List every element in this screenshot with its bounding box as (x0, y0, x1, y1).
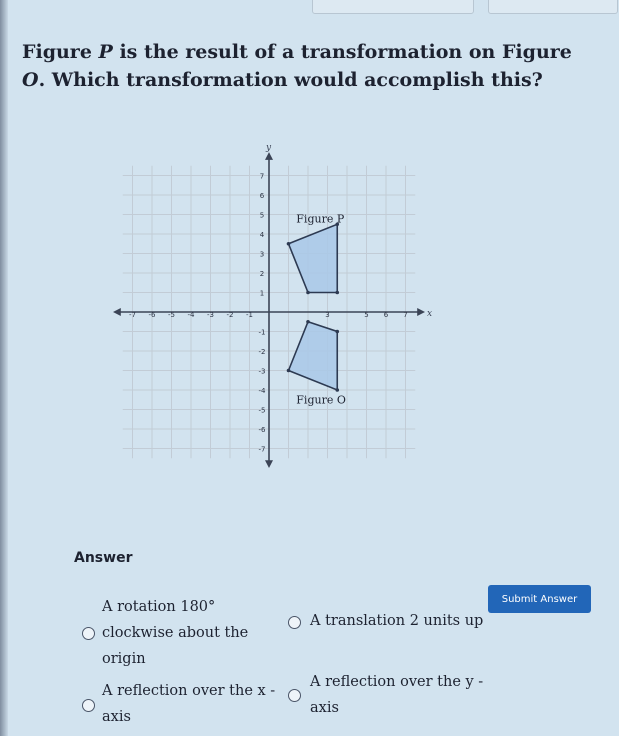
submit-answer-button[interactable]: Submit Answer (488, 585, 591, 613)
y-axis-arrow (265, 152, 273, 160)
x-tick-label: -2 (226, 311, 234, 319)
radio-button[interactable] (288, 616, 301, 629)
x-tick-label: 5 (364, 311, 369, 319)
answer-option-translation[interactable] (288, 608, 483, 634)
coordinate-graph (100, 135, 440, 470)
figures (287, 212, 346, 406)
top-tab[interactable] (312, 0, 474, 14)
x-axis-arrow (113, 308, 121, 316)
y-tick-label: 7 (259, 172, 265, 181)
y-tick-label: -1 (258, 328, 266, 337)
y-tick-label: 1 (259, 289, 265, 298)
y-tick-label: 5 (259, 211, 265, 220)
answer-option-reflection-x[interactable] (82, 678, 275, 730)
y-tick-label: -3 (258, 367, 266, 376)
x-tick-label: -6 (148, 311, 156, 319)
figure-o-label: Figure O (296, 393, 346, 407)
y-axis-arrow (265, 460, 273, 468)
x-tick-label: 6 (383, 311, 389, 319)
vertex-point (335, 330, 339, 334)
y-tick-label: -2 (258, 348, 266, 356)
y-tick-label: 2 (259, 270, 265, 278)
option-text: origin (102, 651, 146, 667)
vertex-point (306, 291, 310, 295)
option-text: axis (102, 709, 131, 725)
answer-heading: Answer (74, 550, 133, 566)
question-text: Figure P is the result of a transformation on Figure O. Which transformation would accomplish this? (22, 41, 572, 91)
y-axis-label: y (266, 143, 272, 154)
y-tick-label: 3 (259, 250, 265, 259)
y-tick-label: -5 (258, 406, 266, 415)
y-tick-label: -4 (258, 387, 266, 395)
radio-button[interactable] (82, 699, 95, 712)
radio-button[interactable] (288, 689, 301, 702)
answer-option-rotation[interactable] (82, 594, 248, 672)
axes (113, 143, 432, 468)
option-text: A reflection over the y - (310, 674, 484, 690)
x-axis-arrow (417, 308, 425, 316)
option-text: A rotation 180° (102, 599, 216, 615)
left-edge-shadow (0, 0, 8, 736)
y-tick-label: 4 (259, 231, 265, 239)
vertex-point (335, 291, 339, 295)
y-tick-label: 6 (259, 192, 265, 200)
x-tick-label: 7 (403, 311, 408, 319)
x-tick-label: -1 (246, 311, 253, 319)
x-axis-label: x (426, 309, 433, 319)
answer-option-reflection-y[interactable] (288, 669, 483, 721)
x-tick-label: -4 (187, 311, 195, 319)
x-tick-label: -5 (168, 311, 175, 319)
radio-button[interactable] (82, 627, 95, 640)
figure-p-label: Figure P (296, 212, 345, 226)
x-tick-label: -3 (207, 311, 214, 319)
option-text: clockwise about the (102, 625, 249, 641)
option-text: A translation 2 units up (310, 613, 484, 629)
vertex-point (287, 242, 291, 246)
x-tick-label: 3 (325, 311, 330, 319)
y-tick-label: -7 (258, 445, 266, 454)
vertex-point (306, 320, 310, 324)
option-text: axis (310, 700, 339, 716)
x-tick-label: -7 (129, 311, 136, 319)
vertex-point (287, 369, 291, 373)
top-tab[interactable] (488, 0, 618, 14)
option-text: A reflection over the x - (102, 683, 276, 699)
vertex-point (335, 388, 339, 392)
y-tick-label: -6 (258, 426, 266, 434)
